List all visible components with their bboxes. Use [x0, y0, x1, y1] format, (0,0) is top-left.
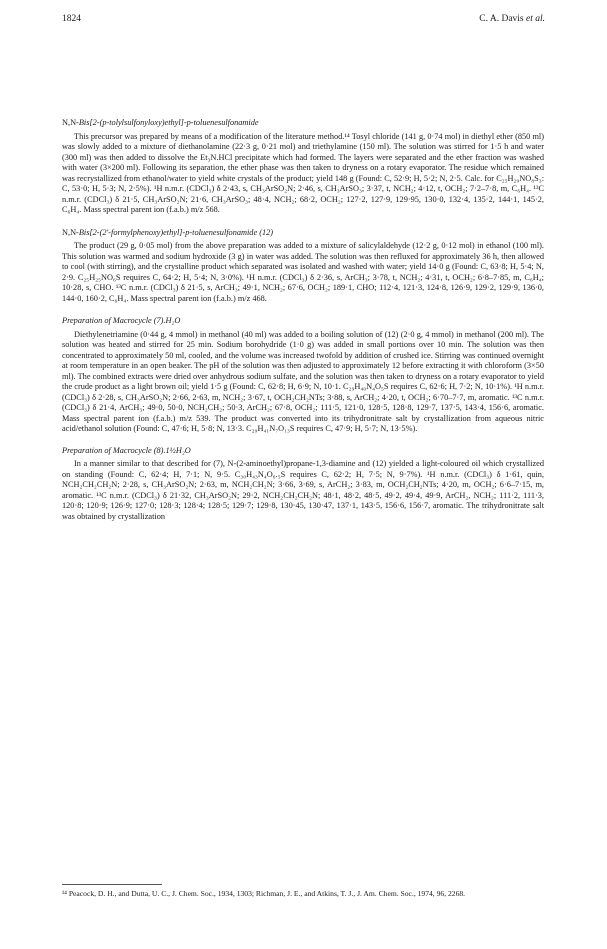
section-title-compound-12 — [62, 228, 544, 239]
footnote-14: ¹⁴ Peacock, D. H., and Dutta, U. C., J. Chem. Soc., 1934, 1303; Richman, J. E., and Atkins, T. J., J. Am. Chem. Soc., 1974, 96, 2268. — [62, 889, 466, 898]
author-name: C. A. Davis — [479, 14, 524, 24]
running-header — [62, 14, 545, 28]
article-body — [62, 118, 544, 522]
section-text-precursor: This precursor was prepared by means of a modification of the literature method.¹⁴ Tosyl chloride (141 g, 0·74 mol) in diethyl ether (850 ml) was slowly added to a mixture of diethanolamine (22·3 g, 0·21 mol) and triethylamine (150 ml). The solution was stirred for 1·5 h and water (300 ml) was then added to dissolve the Et₃N.HCl precipitate which had formed. The layers were separated and the ether fraction was washed with water (3×200 ml). Following its separation, the ether phase was then taken to dryness on a rotary evaporator. The residue which remained was recrystallized from ethanol/water to yield white crystals of the product; yield 148 g (Found: C, 52·9; H, 5·2; N, 2·5. Calc. for C₂₅H₂₉NO₈S₃: C, 53·0; H, 5·3; N, 2·5%). ¹H n.m.r. (CDCl₃) δ 2·43, s, CH₃ArSO₂N; 2·46, s, CH₃ArSO₃; 3·37, t, NCH₂; 4·12, t, OCH₂; 7·2–7·8, m, C₆H₄. ¹³C n.m.r. (CDCl₃) δ 21·5, CH₃ArSO₂N; 21·6, CH₃ArSO₃; 48·4, NCH₂; 68·2, OCH₂; 127·2, 127·9, 129·95, 130·0, 132·4, 135·2, 144·1, 145·2, C₆H₄. Mass spectral parent ion (f.a.b.) m/z 568. — [62, 131, 544, 214]
section-text-compound-12: The product (29 g, 0·05 mol) from the above preparation was added to a mixture of salicylaldehyde (12·2 g, 0·12 mol) in ethanol (100 ml). This solution was warmed and sodium hydroxide (3 g) in water was added. The solution was then refluxed for approximately 36 h, then allowed to cool (with stirring), and the crystalline product which separated was isolated and washed with water; yield 14·0 g (Found: C, 63·8; H, 5·4; N, 2·9. C₂₅H₂₅NO₆S requires C, 64·2; H, 5·4; N, 3·0%). ¹H n.m.r. (CDCl₃) δ 2·36, s, ArCH₃; 3·78, t, NCH₂; 4·31, t, OCH₂; 6·8–7·85, m, C₆H₄; 10·28, s, CHO. ¹³C n.m.r. (CDCl₃) δ 21·5, s, ArCH₃; 49·1, NCH₂; 67·6, OCH₂; 189·1, CHO; 112·4, 121·3, 124·8, 126·9, 129·2, 129·9, 136·0, 144·0, 160·2, C₆H₄. Mass spectral parent ion (f.a.b.) m/z 468. — [62, 241, 544, 303]
footnote-rule — [62, 884, 162, 885]
title-text: Preparation of Macrocycle (8).1½H₂O — [62, 445, 191, 455]
author-etal: et al. — [526, 14, 545, 24]
page-number: 1824 — [62, 14, 81, 24]
title-text: Preparation of Macrocycle (7).H₂O — [62, 316, 181, 325]
section-title-precursor — [62, 118, 544, 129]
running-author — [479, 14, 545, 24]
section-title-macrocycle-7 — [62, 316, 544, 327]
section-title-macrocycle-8 — [62, 446, 544, 457]
section-text-macrocycle-7: Diethylenetriamine (0·44 g, 4 mmol) in methanol (40 ml) was added to a boiling solution of (12) (2·0 g, 4 mmol) in methanol (200 ml). The solution was heated and stirred for 25 min. Sodium borohydride (1·0 g) was added in small portions over 10 min. The solution was then concentrated to approximately 50 ml, cooled, and the volume was increased twofold by addition of crushed ice. Stirring was continued overnight at room temperature in an open beaker. The pH of the solution was then adjusted to approximately 12 before extracting it with chloroform (3×50 ml). The combined extracts were dried over anhydrous sodium sulfate, and the solution was then taken to dryness on a rotary evaporator to yield the crude product as a light brown oil; yield 1·5 g (Found: C, 62·8; H, 6·9; N, 10·1. C₂₉H₄₀N₄O₅S requires C, 62·6; H, 7·2; N, 10·1%). ¹H n.m.r. (CDCl₃) δ 2·28, s, CH₃ArSO₂N; 2·66, 2·63, m, NCH₂; 3·67, t, OCH₂CH₂NTs; 3·88, s, ArCH₂; 4·20, t, OCH₂; 6·70–7·7, m, aromatic. ¹³C n.m.r. (CDCl₃) δ 21·4, ArCH₃; 49·0, 50·0, NCH₂CH₂; 50·3, ArCH₂; 67·8, OCH₂; 111·5, 121·0, 128·5, 128·8, 129·7, 137·5, 143·4, 156·6, aromatic. Mass spectral parent ion (f.a.b.) m/z 539. The product was converted into its trihydronitrate salt by crystallization from aqueous nitric acid/ethanol solution (Found: C, 47·6; H, 5·8; N, 13·3. C₂₉H₄₁N₇O₁₃S requires C, 47·9; H, 5·7; N, 13·5%). — [62, 329, 544, 433]
title-prefix: N,N- — [62, 227, 79, 237]
title-prefix: N,N- — [62, 118, 79, 127]
section-text-macrocycle-8: In a manner similar to that described for (7), N-(2-aminoethyl)propane-1,3-diamine and (12) yielded a light-coloured oil which crystallized on standing (Found: C, 62·4; H, 7·1; N, 9·5. C₃₀H₄₃N₄O₆.₅S requires C, 62·2; H, 7·5; N, 9·7%). ¹H n.m.r. (CDCl₃) δ 1·61, quin, NCH₂CH₂CH₂N; 2·28, s, CH₃ArSO₂N; 2·63, m, NCH₂CH₂N; 3·66, 3·69, s, ArCH₂; 3·83, m, OCH₂CH₂NTs; 4·20, m, OCH₂; 6·6–7·15, m, aromatic. ¹³C n.m.r. (CDCl₃) δ 21·32, CH₃ArSO₂N; 29·2, NCH₂CH₂CH₂N; 48·1, 48·2, 48·5, 49·2, 49·4, 49·9, ArCH₂, NCH₂; 111·2, 111·3, 120·8; 120·9; 126·9; 127·0; 128·3; 128·4; 128·5; 129·7; 129·8, 130·45, 130·47, 137·1, 143·5, 156·6, 156·7, aromatic. The trihydronitrate salt was obtained by crystallization — [62, 459, 544, 521]
title-text: Bis[2-(p-tolylsulfonyloxy)ethyl]-p-toluenesulfonamide — [78, 118, 259, 127]
title-text: Bis[2-(2′-formylphenoxy)ethyl]-p-toluenesulfonamide (12) — [78, 227, 274, 237]
